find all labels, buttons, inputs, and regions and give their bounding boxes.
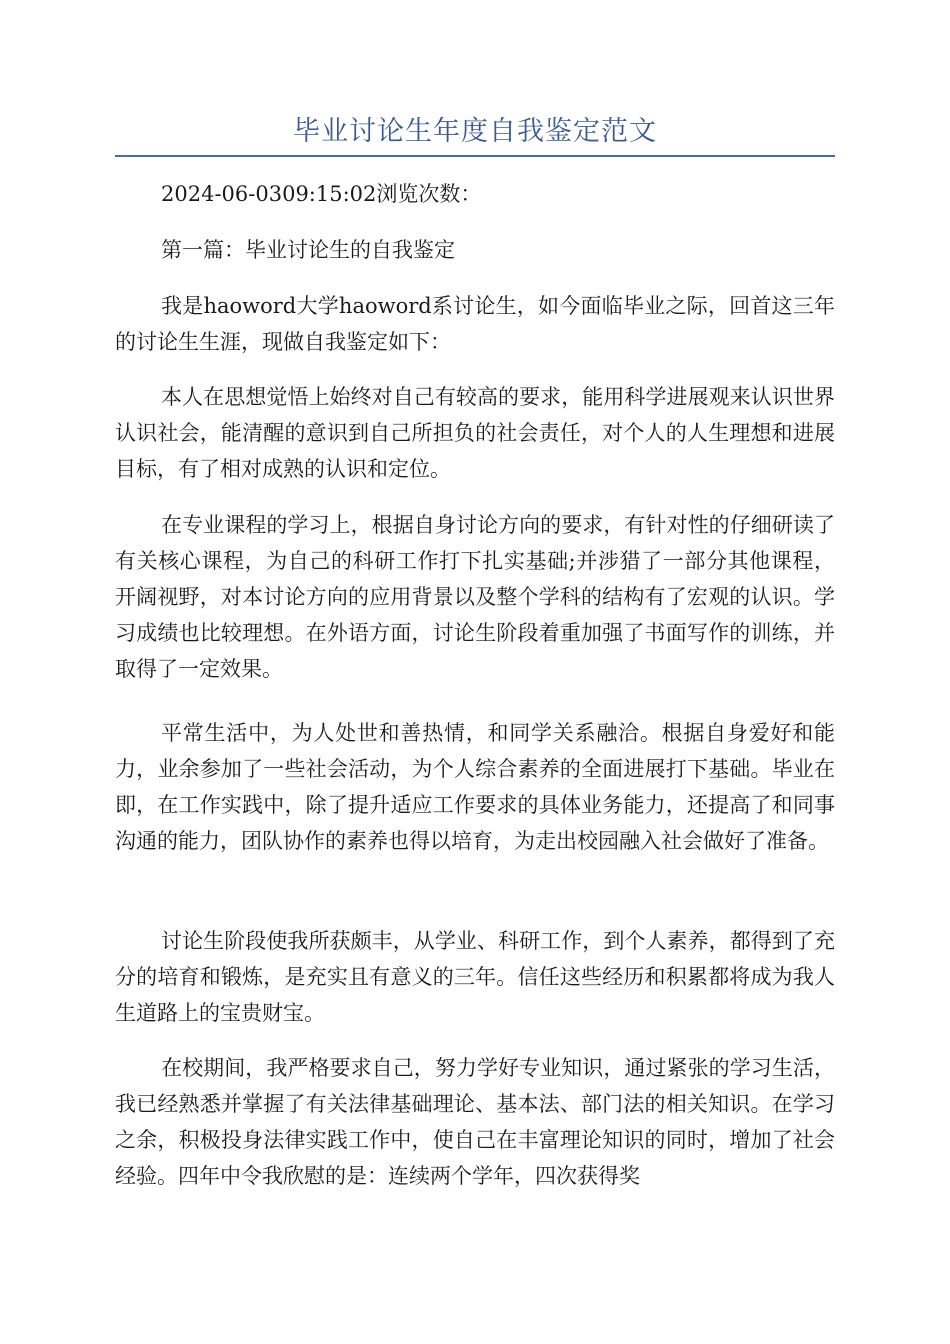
- paragraph: 在专业课程的学习上，根据自身讨论方向的要求，有针对性的仔细研读了有关核心课程，为自己的科研工作打下扎实基础;并涉猎了一部分其他课程，开阔视野，对本讨论方向的应用背景以及整个学科的结构有了宏观的认识。学习成绩也比较理想。在外语方面，讨论生阶段着重加强了书面写作的训练，并取得了一定效果。: [115, 513, 835, 681]
- section-heading: 第一篇：毕业讨论生的自我鉴定: [161, 238, 455, 262]
- document-title: 毕业讨论生年度自我鉴定范文: [293, 116, 657, 147]
- paragraph: 平常生活中，为人处世和善热情，和同学关系融洽。根据自身爱好和能力，业余参加了一些社会活动，为个人综合素养的全面进展打下基础。毕业在即，在工作实践中，除了提升适应工作要求的具体业务能力，还提高了和同事沟通的能力，团队协作的素养也得以培育，为走出校园融入社会做好了准备。: [115, 721, 835, 853]
- publish-meta-line: 2024-06-0309:15:02浏览次数：: [161, 182, 482, 206]
- paragraph: 讨论生阶段使我所获颇丰，从学业、科研工作，到个人素养，都得到了充分的培育和锻炼，是充实且有意义的三年。信任这些经历和积累都将成为我人生道路上的宝贵财宝。: [115, 929, 835, 1025]
- paragraph: 我是haoword大学haoword系讨论生，如今面临毕业之际，回首这三年的讨论生生涯，现做自我鉴定如下：: [115, 294, 835, 354]
- paragraph: 本人在思想觉悟上始终对自己有较高的要求，能用科学进展观来认识世界认识社会，能清醒的意识到自己所担负的社会责任，对个人的人生理想和进展目标，有了相对成熟的认识和定位。: [115, 385, 835, 481]
- paragraph: 在校期间，我严格要求自己，努力学好专业知识，通过紧张的学习生活，我已经熟悉并掌握了有关法律基础理论、基本法、部门法的相关知识。在学习之余，积极投身法律实践工作中，使自己在丰富理论知识的同时，增加了社会经验。四年中令我欣慰的是：连续两个学年，四次获得奖: [115, 1056, 835, 1188]
- title-underline: [115, 155, 835, 157]
